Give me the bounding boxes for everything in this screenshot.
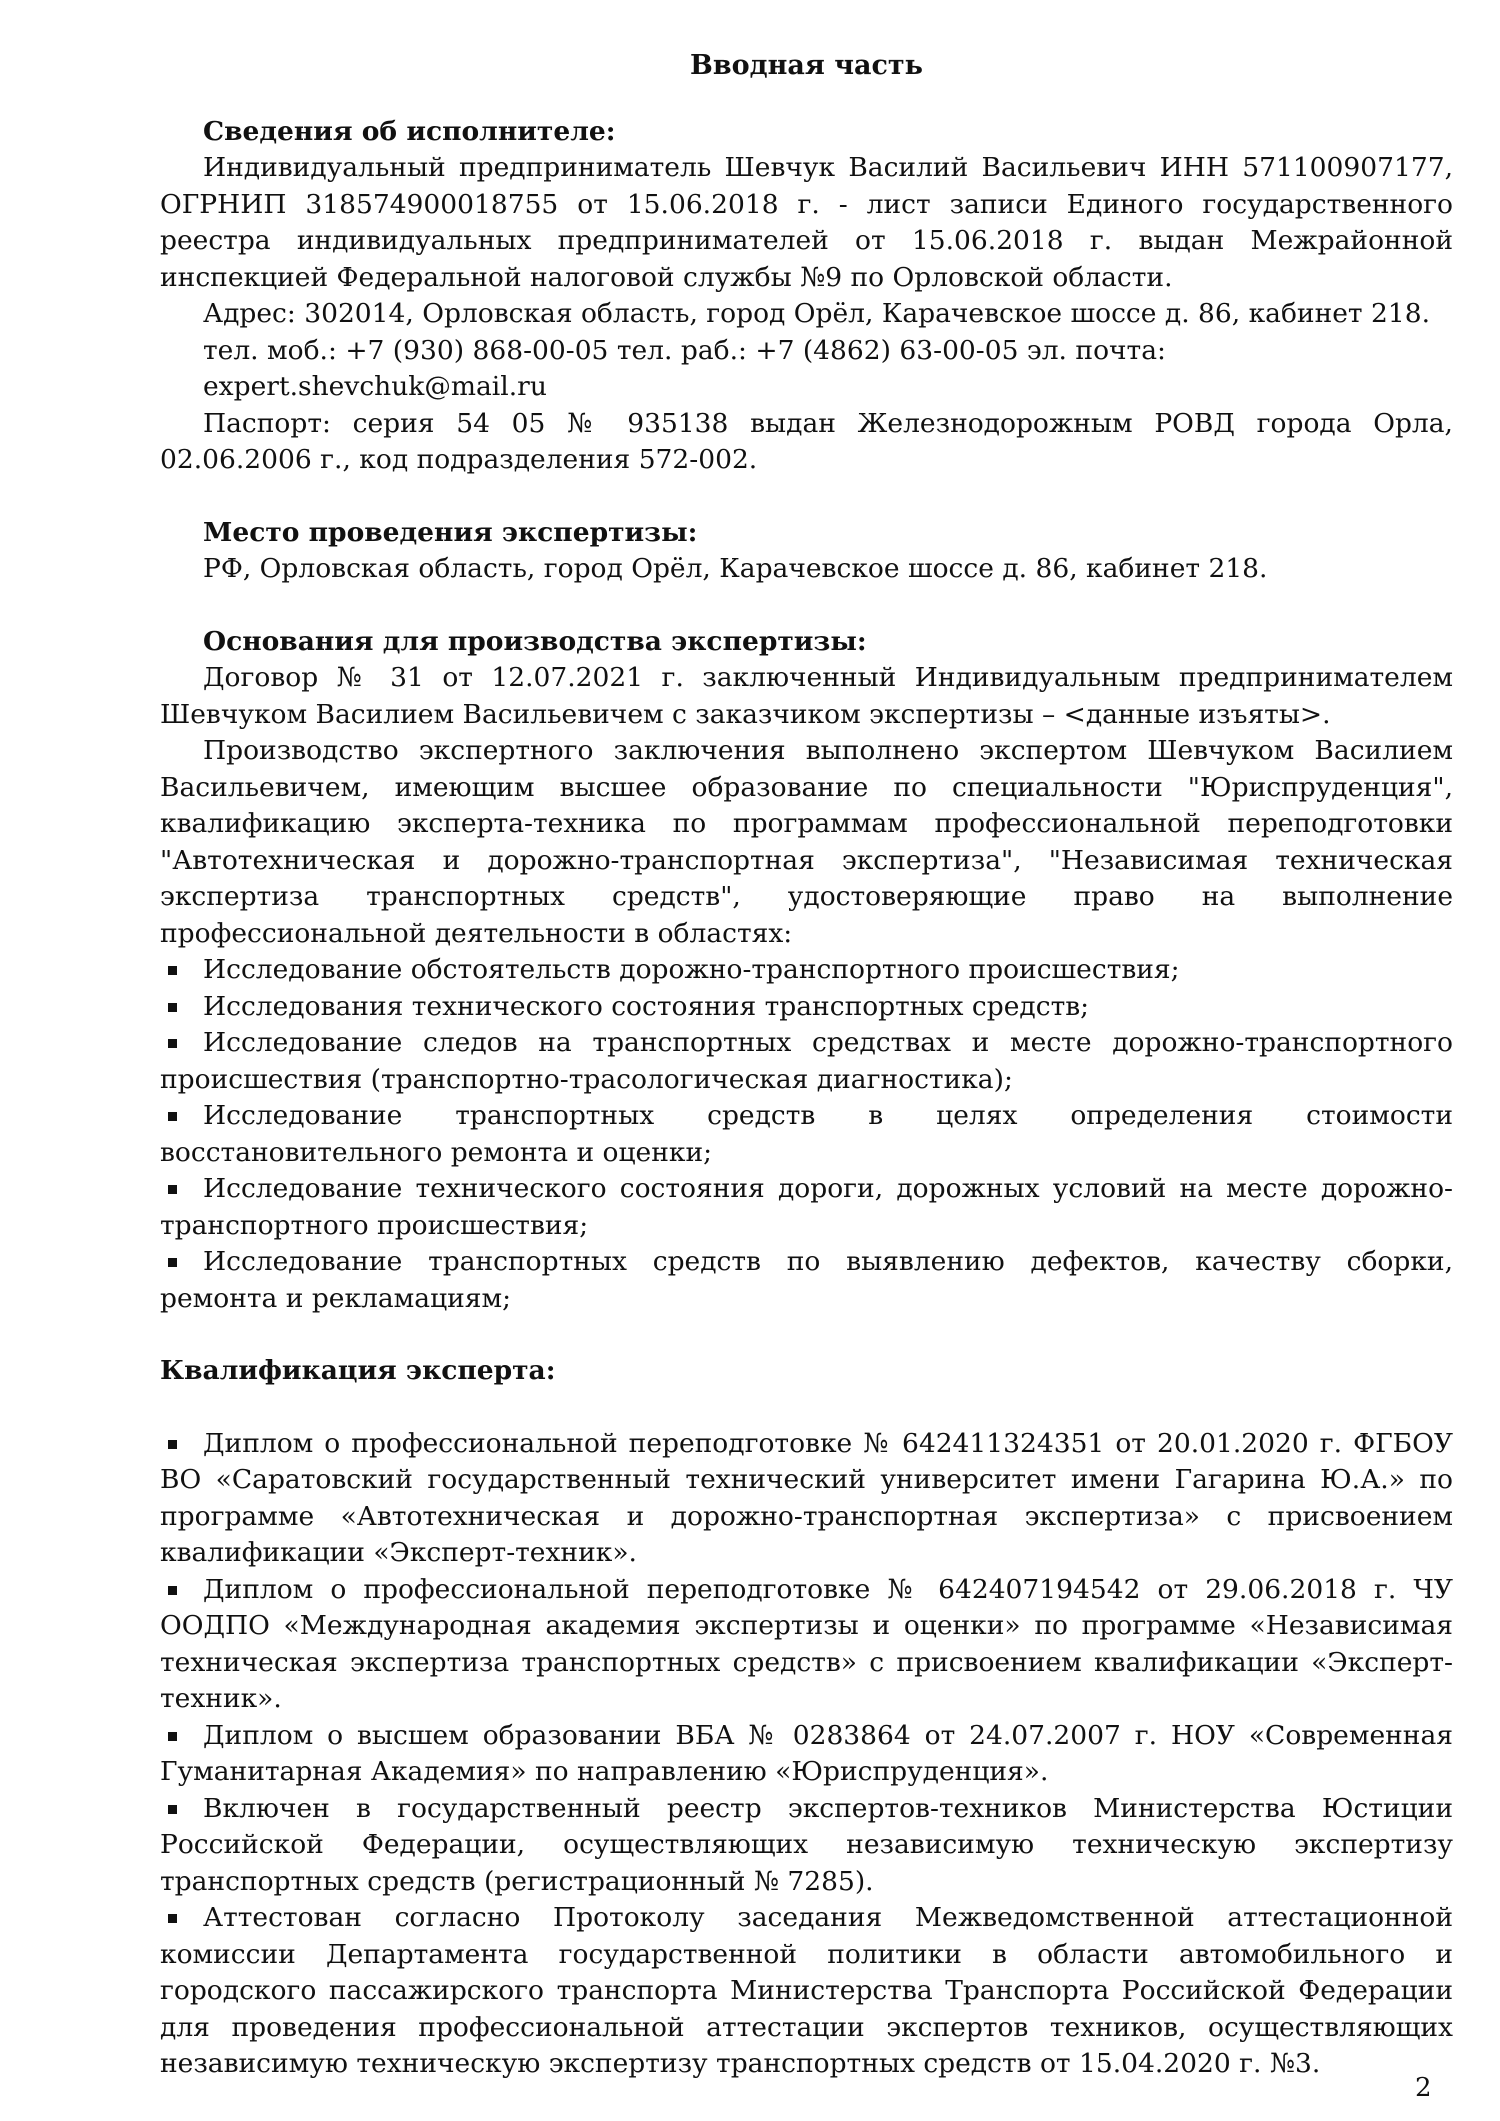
executor-heading: Сведения об исполнителе:: [203, 115, 616, 147]
bullet-icon: [168, 1440, 177, 1449]
list-item: Исследование технического состояния дороги, дорожных условий на месте дорожно-транспортного происшествия;: [160, 1173, 1453, 1241]
grounds-heading: Основания для производства экспертизы:: [203, 625, 867, 657]
executor-contacts: тел. моб.: +7 (930) 868-00-05 тел. раб.: +7 (4862) 63-00-05 эл. почта: expert.shevchuk@mail.ru: [203, 334, 1166, 402]
executor-address: Адрес: 302014, Орловская область, город Орёл, Карачевское шоссе д. 86, кабинет 218.: [203, 298, 1431, 329]
page-title: Вводная часть: [690, 50, 923, 81]
bullet-icon: [168, 1586, 177, 1595]
grounds-expert: Производство экспертного заключения выполнено экспертом Шевчуком Василием Васильевичем, имеющим высшее образование по специальности "Юриспруденция", квалификацию эксперта-техника по программам профессиональной переподготовки "Автотехническая и дорожно-транспортная экспертиза", "Независимая техническая экспертиза транспортных средств", удостоверяющие право на выполнение профессиональной деятельности в областях:: [160, 735, 1453, 949]
list-item: Исследования технического состояния транспортных средств;: [160, 989, 1453, 1026]
page-content: [160, 48, 1453, 2083]
bullet-icon: [168, 1732, 177, 1741]
qualification-list: [160, 1426, 1453, 2083]
bullet-icon: [168, 1914, 177, 1923]
list-item: Диплом о профессиональной переподготовке № 642407194542 от 29.06.2018 г. ЧУ ООДПО «Международная академия экспертизы и оценки» по программе «Независимая техническая экспертиза транспортных средств» с присвоением квалификации «Эксперт-техник».: [160, 1573, 1453, 1714]
list-item: Исследование обстоятельств дорожно-транспортного происшествия;: [160, 952, 1453, 989]
bullet-icon: [168, 1185, 177, 1194]
bullet-icon: [168, 1112, 177, 1121]
executor-passport: Паспорт: серия 54 05 № 935138 выдан Железнодорожным РОВД города Орла, 02.06.2006 г., код подразделения 572-002.: [160, 407, 1453, 475]
list-item: Диплом о профессиональной переподготовке № 642411324351 от 20.01.2020 г. ФГБОУ ВО «Саратовский государственный технический университет имени Гагарина Ю.А.» по программе «Автотехническая и дорожно-транспортная экспертиза» с присвоением квалификации «Эксперт-техник».: [160, 1427, 1453, 1568]
qualification-heading: Квалификация эксперта:: [160, 1355, 556, 1386]
place-heading: Место проведения экспертизы:: [203, 516, 698, 548]
list-item: Включен в государственный реестр экспертов-техников Министерства Юстиции Российской Федерации, осуществляющих независимую техническую экспертизу транспортных средств (регистрационный № 7285).: [160, 1792, 1453, 1897]
bullet-icon: [168, 1805, 177, 1814]
list-item: Диплом о высшем образовании ВБА № 0283864 от 24.07.2007 г. НОУ «Современная Гуманитарная Академия» по направлению «Юриспруденция».: [160, 1719, 1453, 1787]
place-text: РФ, Орловская область, город Орёл, Карачевское шоссе д. 86, кабинет 218.: [203, 553, 1268, 584]
list-item: Исследование транспортных средств в целях определения стоимости восстановительного ремонта и оценки;: [160, 1100, 1453, 1168]
bullet-icon: [168, 1258, 177, 1267]
bullet-icon: [168, 1039, 177, 1048]
bullet-icon: [168, 966, 177, 975]
executor-details: Индивидуальный предприниматель Шевчук Василий Васильевич ИНН 571100907177, ОГРНИП 318574900018755 от 15.06.2018 г. - лист записи Единого государственного реестра индивидуальных предпринимателей от 15.06.2018 г. выдан Межрайонной инспекцией Федеральной налоговой службы №9 по Орловской области.: [160, 152, 1453, 293]
grounds-contract: Договор № 31 от 12.07.2021 г. заключенный Индивидуальным предпринимателем Шевчуком Василием Васильевичем с заказчиком экспертизы – <данные изъяты>.: [160, 662, 1453, 730]
list-item: Аттестован согласно Протоколу заседания Межведомственной аттестационной комиссии Департамента государственной политики в области автомобильного и городского пассажирского транспорта Министерства Транспорта Российской Федерации для проведения профессиональной аттестации экспертов техников, осуществляющих независимую техническую экспертизу транспортных средств от 15.04.2020 г. №3.: [160, 1902, 1453, 2079]
expertise-areas-list: [160, 952, 1453, 1317]
bullet-icon: [168, 1003, 177, 1012]
list-item: Исследование транспортных средств по выявлению дефектов, качеству сборки, ремонта и рекламациям;: [160, 1246, 1453, 1314]
page-number: 2: [1415, 2073, 1432, 2103]
list-item: Исследование следов на транспортных средствах и месте дорожно-транспортного происшествия (транспортно-трасологическая диагностика);: [160, 1027, 1453, 1095]
